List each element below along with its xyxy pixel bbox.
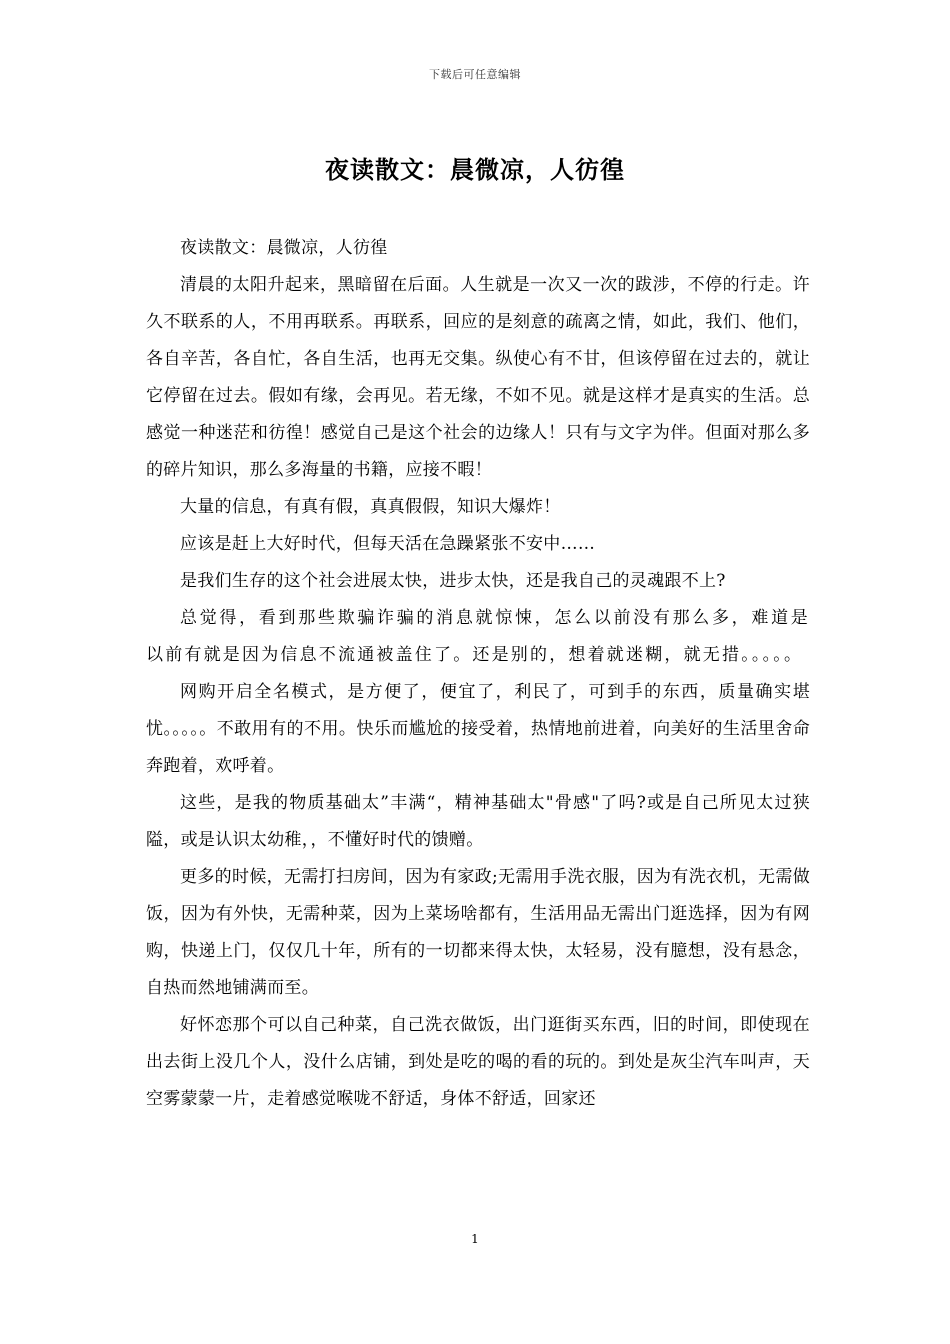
paragraph-4: 是我们生存的这个社会进展太快，进步太快，还是我自己的灵魂跟不上? — [180, 571, 726, 591]
header-note: 下载后可任意编辑 — [429, 68, 521, 81]
paragraph-subtitle: 夜读散文：晨微凉，人彷徨 — [180, 238, 388, 258]
paragraph-5: 总觉得，看到那些欺骗诈骗的消息就惊悚，怎么以前没有那么多，难道是以前有就是因为信息不流通被盖住了。还是别的，想着就迷糊，就无措。。。。。 — [146, 608, 810, 665]
paragraph-7: 这些，是我的物质基础太”丰满“，精神基础太"骨感"了吗?或是自己所见太过狭隘，或是认识太幼稚，，不懂好时代的馈赠。 — [146, 793, 810, 850]
document-body — [146, 230, 810, 1118]
paragraph-3: 应该是赶上大好时代，但每天活在急躁紧张不安中…… — [180, 534, 596, 554]
paragraph-9: 好怀恋那个可以自己种菜，自己洗衣做饭，出门逛街买东西，旧的时间，即使现在出去街上没几个人，没什么店铺，到处是吃的喝的看的玩的。到处是灰尘汽车叫声，天空雾蒙蒙一片，走着感觉喉咙不舒适，身体不舒适，回家还 — [146, 1015, 810, 1109]
paragraph-6: 网购开启全名模式，是方便了，便宜了，利民了，可到手的东西，质量确实堪忧。。。。。不敢用有的不用。快乐而尴尬的接受着，热情地前进着，向美好的生活里舍命奔跑着，欢呼着。 — [146, 682, 810, 776]
paragraph-1: 清晨的太阳升起来，黑暗留在后面。人生就是一次又一次的跋涉，不停的行走。许久不联系的人，不用再联系。再联系，回应的是刻意的疏离之情，如此，我们、他们，各自辛苦，各自忙，各自生活，也再无交集。纵使心有不甘，但该停留在过去的，就让它停留在过去。假如有缘，会再见。若无缘，不如不见。就是这样才是真实的生活。总感觉一种迷茫和彷徨！感觉自己是这个社会的边缘人！只有与文字为伴。但面对那么多的碎片知识，那么多海量的书籍，应接不暇！ — [146, 275, 810, 480]
page-number: 1 — [471, 1232, 479, 1246]
paragraph-8: 更多的时候，无需打扫房间，因为有家政;无需用手洗衣服，因为有洗衣机，无需做饭，因为有外快，无需种菜，因为上菜场啥都有，生活用品无需出门逛选择，因为有网购，快递上门，仅仅几十年，所有的一切都来得太快，太轻易，没有臆想，没有悬念，自热而然地铺满而至。 — [146, 867, 810, 998]
paragraph-2: 大量的信息，有真有假，真真假假，知识大爆炸！ — [180, 497, 561, 517]
document-title: 夜读散文：晨微凉，人彷徨 — [325, 155, 625, 184]
